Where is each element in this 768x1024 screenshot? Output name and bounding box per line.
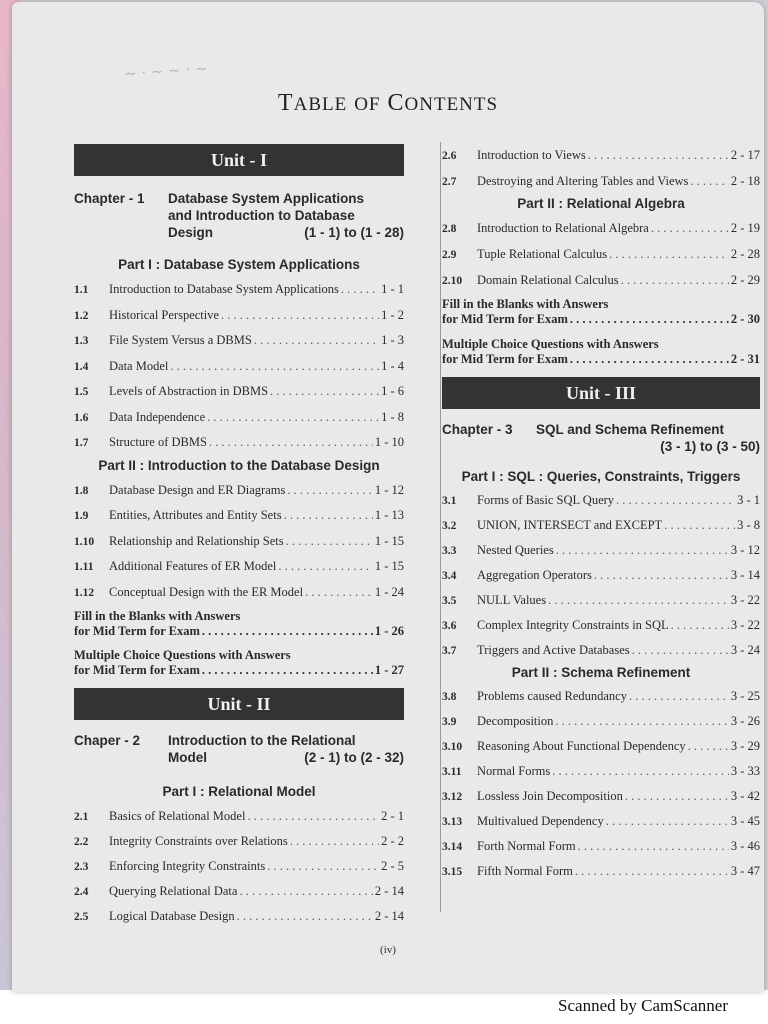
entry-title: Structure of DBMS (109, 435, 207, 449)
entry-title: Historical Perspective (109, 307, 220, 322)
entry-page: 1 - 4 (381, 358, 404, 373)
entry-title: Entities, Attributes and Entity Sets (109, 508, 282, 522)
faint-handwriting: ~ · ~ ~ · ~ (123, 59, 209, 83)
toc-entry (442, 267, 760, 293)
entry-number: 2.7 (442, 176, 457, 188)
leader-dots (606, 809, 729, 834)
entry-list (442, 142, 760, 194)
entry-page: 3 - 45 (730, 814, 760, 828)
entry-number: 1.6 (74, 411, 89, 424)
chapter-heading: Chaper - 2 Introduction to the Relational Model (2 - 1) to (2 - 32) (74, 733, 404, 765)
entry-number: 3.3 (442, 545, 457, 557)
toc-entry (74, 554, 404, 580)
entry-list (74, 277, 404, 456)
leader-dots (270, 379, 379, 405)
entry-page: 2 - 18 (730, 174, 760, 188)
entry-title: File System Versus a DBMS (109, 333, 252, 347)
toc-entry (442, 168, 760, 194)
leader-dots (287, 478, 372, 504)
entry-title: Basics of Relational Model (109, 809, 246, 823)
entry-page: 1 - 15 (374, 533, 404, 548)
entry-number: 3.1 (442, 495, 457, 507)
toc-entry (442, 613, 760, 638)
entry-title: Tuple Relational Calculus (477, 247, 608, 261)
entry-number: 3.15 (442, 866, 463, 878)
entry-number: 2.8 (442, 223, 457, 235)
leader-dots (575, 859, 729, 884)
entry-title: Normal Forms (477, 764, 551, 778)
entry-page: 2 - 14 (374, 884, 404, 898)
entry-number: 3.4 (442, 570, 457, 582)
leader-dots (578, 834, 729, 859)
leader-dots (254, 328, 379, 354)
entry-page: 3 - 22 (730, 593, 760, 607)
toc-entry (442, 809, 760, 834)
entry-list (442, 215, 760, 293)
entry-number: 1.9 (74, 510, 89, 522)
entry-title: Lossless Join Decomposition (477, 789, 623, 803)
toc-entry (442, 513, 760, 538)
leader-dots (664, 513, 735, 538)
part-heading: Part I : Relational Model (162, 784, 316, 799)
entry-title: Database Design and ER Diagrams (109, 482, 286, 497)
entry-page: 3 - 14 (730, 568, 760, 582)
leader-dots (341, 277, 379, 303)
toc-entry (442, 241, 760, 267)
chapter-heading: Chapter - 1 Database System Applications and Introduction to Database Design (1 - 1) to (1 - 28) (74, 191, 404, 240)
entry-list (74, 478, 404, 606)
entry-number: 3.5 (442, 595, 457, 607)
leader-dots (629, 684, 729, 709)
entry-title: Data Independence (109, 409, 206, 424)
toc-entry (74, 580, 404, 606)
entry-page: 3 - 42 (730, 789, 760, 803)
leader-dots (651, 215, 729, 241)
entry-title: Decomposition (477, 714, 554, 728)
toc-entry (74, 303, 404, 329)
entry-number: 3.11 (442, 766, 462, 778)
entry-title: Nested Queries (477, 543, 554, 557)
book-page (12, 2, 764, 992)
entry-title: Enforcing Integrity Constraints (109, 859, 266, 873)
entry-title: Integrity Constraints over Relations (109, 834, 288, 848)
leader-dots (609, 241, 729, 267)
entry-title: Logical Database Design (109, 909, 235, 923)
entry-number: 3.7 (442, 645, 457, 657)
entry-page: 3 - 46 (730, 839, 760, 853)
leader-dots (690, 168, 728, 194)
entry-page: 3 - 12 (730, 543, 760, 557)
chapter-heading: Chapter - 3 SQL and Schema Refinement (3 - 1) to (3 - 50) (442, 422, 760, 454)
entry-page: 2 - 1 (381, 809, 404, 823)
entry-title: Data Model (109, 358, 169, 373)
toc-entry (74, 854, 404, 879)
column-divider (440, 142, 441, 912)
leader-dots (237, 904, 373, 929)
toc-entry (74, 478, 404, 504)
entry-page: 2 - 29 (730, 273, 760, 287)
entry-title: Domain Relational Calculus (477, 273, 619, 287)
part-heading: Part II : Relational Algebra (517, 196, 685, 211)
toc-entry (442, 734, 760, 759)
entry-title: Conceptual Design with the ER Model (109, 584, 304, 599)
toc-entry (74, 879, 404, 904)
entry-page: 3 - 1 (737, 493, 760, 507)
toc-entry (442, 709, 760, 734)
toc-entry (442, 215, 760, 241)
entry-title: Forms of Basic SQL Query (477, 493, 615, 507)
toc-entry (74, 529, 404, 555)
toc-entry (442, 638, 760, 663)
entry-number: 1.1 (74, 284, 89, 296)
entry-number: 1.10 (74, 535, 95, 548)
leader-dots (632, 638, 729, 663)
leader-dots (278, 554, 372, 580)
toc-entry (442, 142, 760, 168)
leader-dots (616, 488, 735, 513)
entry-number: 2.6 (442, 150, 457, 162)
entry-number: 2.10 (442, 275, 463, 287)
exam-section: Fill in the Blanks with Answers for Mid Term for Exam . . . 2 - 30 (442, 297, 760, 327)
toc-entry (74, 829, 404, 854)
leader-dots (671, 613, 729, 638)
entry-page: 1 - 10 (374, 435, 404, 449)
entry-number: 1.4 (74, 360, 89, 373)
leader-dots (267, 854, 379, 879)
entry-title: Multivalued Dependency (477, 814, 604, 828)
entry-number: 1.12 (74, 586, 95, 599)
entry-page: 1 - 13 (374, 508, 404, 522)
entry-number: 3.14 (442, 841, 463, 853)
entry-title: Problems caused Redundancy (477, 689, 627, 703)
entry-page: 3 - 29 (730, 739, 760, 753)
leader-dots (621, 267, 729, 293)
entry-page: 2 - 5 (381, 859, 404, 873)
entry-number: 2.1 (74, 811, 89, 823)
entry-title: Destroying and Altering Tables and Views (477, 174, 689, 188)
entry-title: Fifth Normal Form (477, 864, 573, 878)
entry-number: 1.8 (74, 484, 89, 497)
toc-entry (74, 904, 404, 929)
entry-title: Querying Relational Data (109, 884, 238, 898)
entry-number: 3.9 (442, 716, 457, 728)
entry-title: Reasoning About Functional Dependency (477, 739, 686, 753)
entry-page: 3 - 25 (730, 689, 760, 703)
toc-entry (442, 784, 760, 809)
toc-entry (442, 538, 760, 563)
entry-list (74, 804, 404, 929)
entry-page: 1 - 6 (381, 384, 404, 398)
entry-title: Aggregation Operators (477, 568, 592, 582)
leader-dots (209, 430, 373, 456)
part-heading: Part II : Introduction to the Database Design (98, 457, 380, 473)
entry-page: 1 - 15 (374, 559, 404, 573)
unit-heading: Unit - III (442, 377, 760, 409)
entry-page: 3 - 24 (730, 643, 760, 657)
toc-entry (74, 430, 404, 456)
leader-dots (170, 354, 379, 380)
entry-number: 2.9 (442, 249, 457, 261)
entry-number: 2.5 (74, 911, 89, 923)
entry-title: Forth Normal Form (477, 839, 576, 853)
leader-dots (221, 303, 379, 329)
entry-number: 2.2 (74, 836, 89, 848)
unit-heading: Unit - I (74, 144, 404, 176)
entry-title: Introduction to Views (477, 148, 586, 162)
entry-number: 3.6 (442, 620, 457, 632)
part-heading: Part II : Schema Refinement (511, 665, 691, 680)
toc-entry (74, 277, 404, 303)
entry-number: 1.11 (74, 561, 94, 573)
leader-dots (247, 804, 379, 829)
leader-dots (556, 538, 729, 563)
entry-title: Introduction to Database System Applications (109, 282, 339, 296)
entry-number: 3.2 (442, 520, 457, 532)
toc-entry (442, 488, 760, 513)
entry-list (442, 488, 760, 663)
part-heading: Part I : SQL : Queries, Constraints, Triggers (461, 469, 741, 484)
toc-entry (442, 684, 760, 709)
entry-title: Additional Features of ER Model (109, 559, 277, 573)
leader-dots (625, 784, 729, 809)
entry-page: 3 - 8 (737, 518, 760, 532)
entry-page: 2 - 19 (730, 221, 760, 235)
leader-dots (207, 405, 379, 431)
entry-page: 1 - 3 (381, 333, 404, 347)
entry-page: 2 - 14 (374, 909, 404, 923)
entry-page: 3 - 33 (730, 764, 760, 778)
entry-page: 2 - 2 (381, 834, 404, 848)
entry-title: Levels of Abstraction in DBMS (109, 384, 269, 398)
exam-section: Multiple Choice Questions with Answers for Mid Term for Exam . . . 2 - 31 (442, 337, 760, 367)
left-column (74, 144, 404, 929)
toc-entry (74, 328, 404, 354)
entry-number: 2.4 (74, 886, 89, 898)
entry-page: 3 - 47 (730, 864, 760, 878)
toc-entry (74, 804, 404, 829)
entry-title: UNION, INTERSECT and EXCEPT (477, 518, 663, 532)
leader-dots (594, 563, 729, 588)
entry-number: 1.3 (74, 335, 89, 347)
leader-dots (284, 503, 373, 529)
entry-title: Triggers and Active Databases (477, 643, 630, 657)
entry-page: 2 - 28 (730, 247, 760, 261)
leader-dots (588, 142, 729, 168)
toc-entry (442, 834, 760, 859)
entry-page: 2 - 17 (730, 148, 760, 162)
entry-title: NULL Values (477, 593, 547, 607)
exam-section: Multiple Choice Questions with Answers for Mid Term for Exam . . . 1 - 27 (74, 648, 404, 678)
part-heading: Part I : Database System Applications (118, 257, 360, 272)
exam-section: Fill in the Blanks with Answers for Mid Term for Exam . . . 1 - 26 (74, 609, 404, 639)
leader-dots (555, 709, 728, 734)
entry-number: 3.12 (442, 791, 463, 803)
entry-page: 1 - 1 (381, 282, 404, 296)
toc-entry (442, 759, 760, 784)
entry-page: 1 - 24 (374, 584, 404, 599)
entry-number: 3.13 (442, 816, 463, 828)
toc-entry (442, 588, 760, 613)
right-column (442, 142, 760, 884)
entry-page: 1 - 8 (381, 409, 404, 424)
toc-entry (74, 405, 404, 431)
leader-dots (286, 529, 373, 555)
entry-title: Introduction to Relational Algebra (477, 221, 649, 235)
leader-dots (239, 879, 372, 904)
leader-dots (552, 759, 729, 784)
toc-entry (74, 379, 404, 405)
entry-page: 3 - 26 (730, 714, 760, 728)
leader-dots (290, 829, 379, 854)
entry-page: 1 - 2 (381, 307, 404, 322)
leader-dots (688, 734, 729, 759)
entry-page: 1 - 12 (374, 482, 404, 497)
entry-page: 3 - 22 (730, 618, 760, 632)
entry-number: 1.7 (74, 437, 89, 449)
leader-dots (305, 580, 373, 606)
entry-number: 3.10 (442, 741, 463, 753)
entry-number: 3.8 (442, 691, 457, 703)
scanner-watermark: Scanned by CamScanner (558, 996, 728, 1015)
entry-number: 1.5 (74, 386, 89, 398)
entry-title: Relationship and Relationship Sets (109, 533, 284, 548)
entry-list (442, 684, 760, 884)
unit-heading: Unit - II (74, 688, 404, 720)
entry-number: 1.2 (74, 309, 89, 322)
page-number: (iv) (380, 944, 396, 956)
toc-entry (74, 503, 404, 529)
leader-dots (548, 588, 729, 613)
entry-title: Complex Integrity Constraints in SQL (477, 618, 669, 632)
entry-number: 2.3 (74, 861, 89, 873)
toc-entry (442, 563, 760, 588)
toc-entry (442, 859, 760, 884)
page-title: TABLE OF CONTENTS (277, 90, 499, 116)
toc-entry (74, 354, 404, 380)
